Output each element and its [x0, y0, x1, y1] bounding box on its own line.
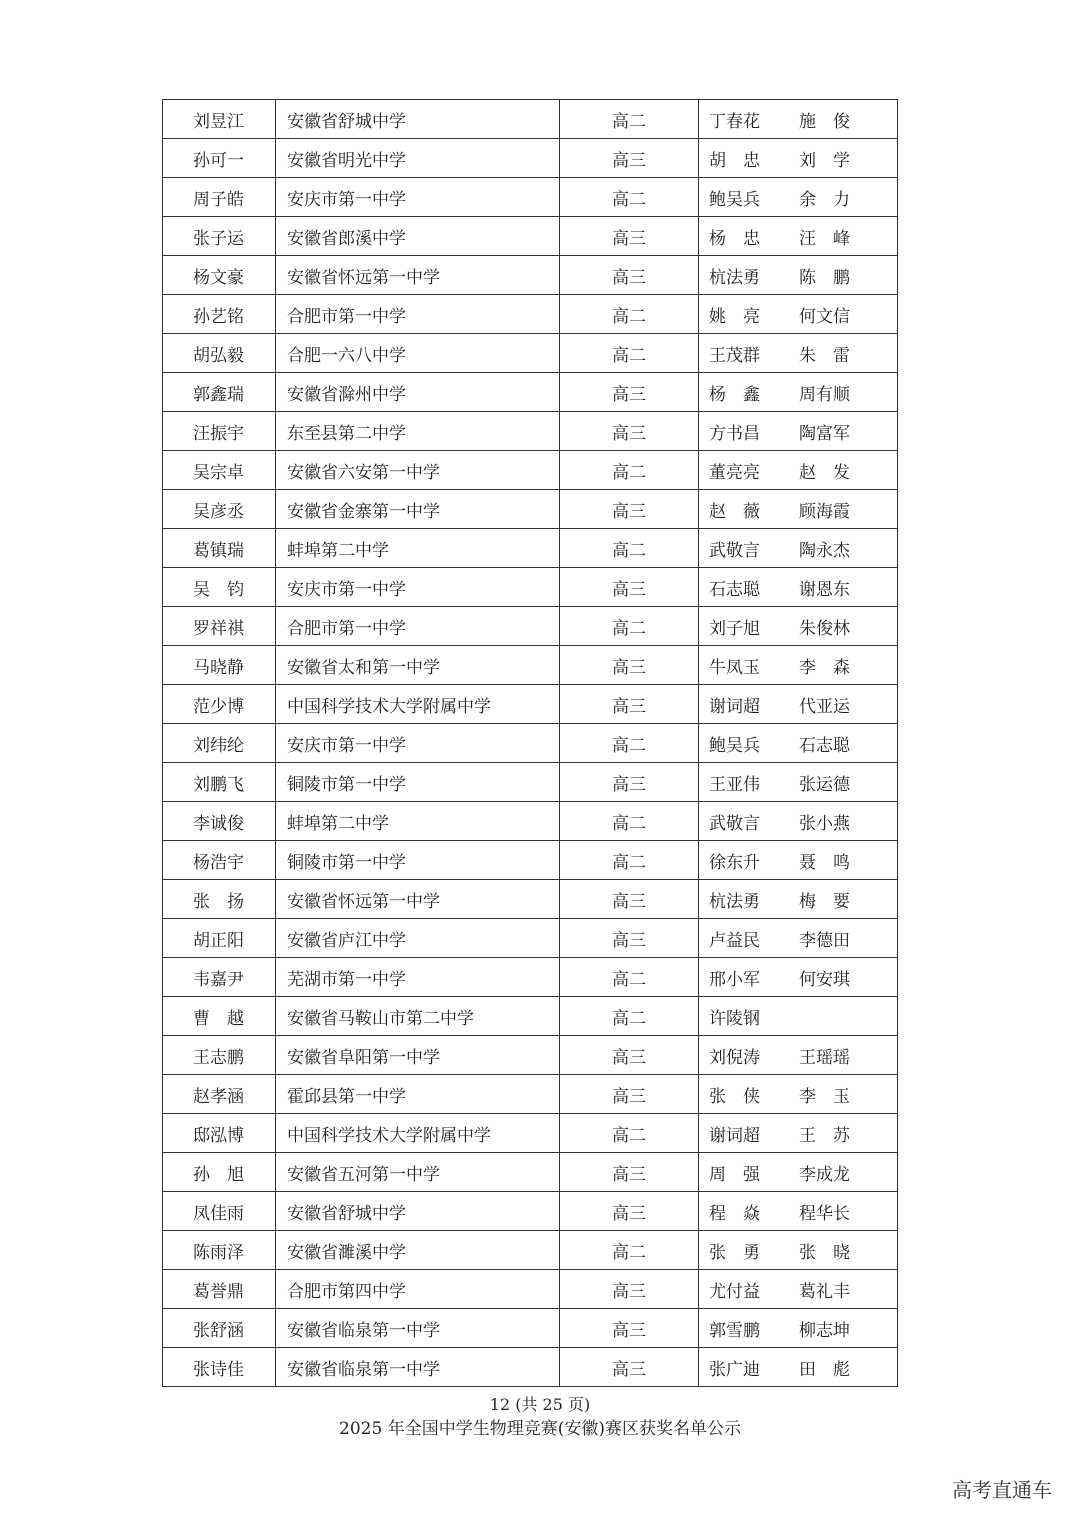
- school-cell: 东至县第二中学: [276, 412, 560, 451]
- teachers-cell: [699, 1270, 898, 1309]
- grade-cell: 高二: [560, 100, 699, 139]
- teacher-name: 胡 忠: [709, 150, 760, 171]
- grade-cell: 高三: [560, 568, 699, 607]
- student-name-cell: 刘鹏飞: [163, 763, 276, 802]
- teachers-cell: [699, 997, 898, 1036]
- teacher-name: 武敬言: [709, 813, 760, 834]
- teacher-name: 方书昌: [709, 423, 760, 444]
- school-cell: 安徽省舒城中学: [276, 100, 560, 139]
- teacher-name: 李成龙: [799, 1164, 850, 1185]
- school-cell: 安徽省怀远第一中学: [276, 256, 560, 295]
- teachers-cell: [699, 1075, 898, 1114]
- school-cell: 安徽省怀远第一中学: [276, 880, 560, 919]
- student-name-cell: 吴宗卓: [163, 451, 276, 490]
- school-cell: 铜陵市第一中学: [276, 841, 560, 880]
- school-cell: 安徽省金寨第一中学: [276, 490, 560, 529]
- teachers-cell: [699, 763, 898, 802]
- teacher-name: 赵 薇: [709, 501, 760, 522]
- school-cell: 中国科学技术大学附属中学: [276, 1114, 560, 1153]
- table-row: [163, 412, 898, 451]
- student-name-cell: 吴彦丞: [163, 490, 276, 529]
- school-cell: 安徽省滁州中学: [276, 373, 560, 412]
- school-cell: 蚌埠第二中学: [276, 529, 560, 568]
- school-cell: 安徽省五河第一中学: [276, 1153, 560, 1192]
- teacher-name: 田 彪: [799, 1359, 850, 1380]
- teachers-cell: [699, 685, 898, 724]
- teacher-name: 柳志坤: [799, 1320, 850, 1341]
- grade-cell: 高三: [560, 139, 699, 178]
- teachers-cell: [699, 958, 898, 997]
- teacher-name: 何文信: [799, 306, 850, 327]
- table-row: [163, 685, 898, 724]
- teachers-cell: [699, 139, 898, 178]
- table-row: [163, 217, 898, 256]
- student-name-cell: 杨浩宇: [163, 841, 276, 880]
- grade-cell: 高二: [560, 178, 699, 217]
- teacher-name: 谢词超: [709, 696, 760, 717]
- student-name-cell: 陈雨泽: [163, 1231, 276, 1270]
- school-cell: 安徽省临泉第一中学: [276, 1309, 560, 1348]
- grade-cell: 高三: [560, 1270, 699, 1309]
- school-cell: 安徽省阜阳第一中学: [276, 1036, 560, 1075]
- teacher-name: 陶富军: [799, 423, 850, 444]
- teacher-name: 赵 发: [799, 462, 850, 483]
- teacher-name: 程 焱: [709, 1203, 760, 1224]
- table-row: [163, 958, 898, 997]
- teacher-name: 鲍吴兵: [709, 735, 760, 756]
- student-name-cell: 张诗佳: [163, 1348, 276, 1387]
- grade-cell: 高二: [560, 295, 699, 334]
- student-name-cell: 凤佳雨: [163, 1192, 276, 1231]
- table-row: [163, 100, 898, 139]
- school-cell: 安徽省明光中学: [276, 139, 560, 178]
- school-cell: 铜陵市第一中学: [276, 763, 560, 802]
- table-row: [163, 997, 898, 1036]
- table-row: [163, 490, 898, 529]
- teachers-cell: [699, 724, 898, 763]
- grade-cell: 高二: [560, 958, 699, 997]
- student-name-cell: 孙可一: [163, 139, 276, 178]
- school-cell: 合肥市第四中学: [276, 1270, 560, 1309]
- teachers-cell: [699, 568, 898, 607]
- grade-cell: 高二: [560, 841, 699, 880]
- table-row: [163, 1075, 898, 1114]
- student-name-cell: 郭鑫瑞: [163, 373, 276, 412]
- grade-cell: 高二: [560, 529, 699, 568]
- student-name-cell: 张舒涵: [163, 1309, 276, 1348]
- teacher-name: 董亮亮: [709, 462, 760, 483]
- teacher-name: 武敬言: [709, 540, 760, 561]
- student-name-cell: 赵孝涵: [163, 1075, 276, 1114]
- table-row: [163, 880, 898, 919]
- grade-cell: 高二: [560, 802, 699, 841]
- teacher-name: 聂 鸣: [799, 852, 850, 873]
- teachers-cell: [699, 256, 898, 295]
- teacher-name: 卢益民: [709, 930, 760, 951]
- teachers-cell: [699, 802, 898, 841]
- teacher-name: 葛礼丰: [799, 1281, 850, 1302]
- teacher-name: 李 森: [799, 657, 850, 678]
- teachers-cell: [699, 1153, 898, 1192]
- table-row: [163, 178, 898, 217]
- teachers-cell: [699, 841, 898, 880]
- teachers-cell: [699, 334, 898, 373]
- teacher-name: 施 俊: [799, 111, 850, 132]
- teacher-name: 李德田: [799, 930, 850, 951]
- grade-cell: 高三: [560, 1348, 699, 1387]
- teachers-cell: [699, 178, 898, 217]
- student-name-cell: 孙 旭: [163, 1153, 276, 1192]
- table-row: [163, 724, 898, 763]
- teacher-name: 何安琪: [799, 969, 850, 990]
- student-name-cell: 葛誉鼎: [163, 1270, 276, 1309]
- grade-cell: 高三: [560, 412, 699, 451]
- school-cell: 安庆市第一中学: [276, 568, 560, 607]
- school-cell: 安徽省庐江中学: [276, 919, 560, 958]
- teacher-name: 周有顺: [799, 384, 850, 405]
- teacher-name: 程华长: [799, 1203, 850, 1224]
- teacher-name: 姚 亮: [709, 306, 760, 327]
- teacher-name: 徐东升: [709, 852, 760, 873]
- table-row: [163, 841, 898, 880]
- teacher-name: 朱 雷: [799, 345, 850, 366]
- student-name-cell: 汪振宇: [163, 412, 276, 451]
- teacher-name: 杨 忠: [709, 228, 760, 249]
- teachers-cell: [699, 646, 898, 685]
- teachers-cell: [699, 607, 898, 646]
- table-row: [163, 295, 898, 334]
- grade-cell: 高二: [560, 997, 699, 1036]
- teacher-name: 杨 鑫: [709, 384, 760, 405]
- table-row: [163, 529, 898, 568]
- table-row: [163, 763, 898, 802]
- teacher-name: 张运德: [799, 774, 850, 795]
- school-cell: 安徽省马鞍山市第二中学: [276, 997, 560, 1036]
- grade-cell: 高二: [560, 451, 699, 490]
- school-cell: 蚌埠第二中学: [276, 802, 560, 841]
- table-row: [163, 1309, 898, 1348]
- teacher-name: 顾海霞: [799, 501, 850, 522]
- school-cell: 霍邱县第一中学: [276, 1075, 560, 1114]
- grade-cell: 高二: [560, 334, 699, 373]
- school-cell: 安庆市第一中学: [276, 724, 560, 763]
- document-title: 2025 年全国中学生物理竞赛(安徽)赛区获奖名单公示: [339, 1419, 741, 1439]
- teacher-name: 张小燕: [799, 813, 850, 834]
- teacher-name: 牛凤玉: [709, 657, 760, 678]
- grade-cell: 高二: [560, 724, 699, 763]
- table-row: [163, 139, 898, 178]
- teacher-name: 邢小军: [709, 969, 760, 990]
- grade-cell: 高三: [560, 1192, 699, 1231]
- teacher-name: 张广迪: [709, 1359, 760, 1380]
- grade-cell: 高三: [560, 217, 699, 256]
- teacher-name: 汪 峰: [799, 228, 850, 249]
- teachers-cell: [699, 217, 898, 256]
- school-cell: 合肥一六八中学: [276, 334, 560, 373]
- teacher-name: 王 苏: [799, 1125, 850, 1146]
- teachers-cell: [699, 1231, 898, 1270]
- table-row: [163, 373, 898, 412]
- student-name-cell: 李诚俊: [163, 802, 276, 841]
- teacher-name: 谢词超: [709, 1125, 760, 1146]
- teacher-name: 代亚运: [799, 696, 850, 717]
- table-row: [163, 1036, 898, 1075]
- table-row: [163, 1114, 898, 1153]
- teacher-name: 许陵钢: [709, 1008, 760, 1029]
- student-name-cell: 葛镇瑞: [163, 529, 276, 568]
- teacher-name: 张 勇: [709, 1242, 760, 1263]
- table-row: [163, 1348, 898, 1387]
- teacher-name: 刘子旭: [709, 618, 760, 639]
- school-cell: 安徽省太和第一中学: [276, 646, 560, 685]
- teacher-name: 石志聪: [799, 735, 850, 756]
- teachers-cell: [699, 100, 898, 139]
- teachers-cell: [699, 529, 898, 568]
- teacher-name: 王瑶瑶: [799, 1047, 850, 1068]
- grade-cell: 高三: [560, 880, 699, 919]
- grade-cell: 高三: [560, 646, 699, 685]
- school-cell: 安徽省舒城中学: [276, 1192, 560, 1231]
- teacher-name: 石志聪: [709, 579, 760, 600]
- table-row: [163, 919, 898, 958]
- page-number: 12 (共 25 页): [489, 1395, 591, 1414]
- school-cell: 安庆市第一中学: [276, 178, 560, 217]
- teacher-name: 尤付益: [709, 1281, 760, 1302]
- teachers-cell: [699, 295, 898, 334]
- student-name-cell: 吴 钧: [163, 568, 276, 607]
- school-cell: 安徽省郎溪中学: [276, 217, 560, 256]
- teachers-cell: [699, 412, 898, 451]
- teacher-name: 丁春花: [709, 111, 760, 132]
- student-name-cell: 周子皓: [163, 178, 276, 217]
- teacher-name: 朱俊林: [799, 618, 850, 639]
- student-name-cell: 王志鹏: [163, 1036, 276, 1075]
- student-name-cell: 范少博: [163, 685, 276, 724]
- student-name-cell: 罗祥祺: [163, 607, 276, 646]
- teacher-name: 鲍吴兵: [709, 189, 760, 210]
- grade-cell: 高二: [560, 1231, 699, 1270]
- teacher-name: 王亚伟: [709, 774, 760, 795]
- table-row: [163, 1270, 898, 1309]
- table-row: [163, 1231, 898, 1270]
- grade-cell: 高三: [560, 490, 699, 529]
- teachers-cell: [699, 1348, 898, 1387]
- teacher-name: 陈 鹏: [799, 267, 850, 288]
- school-cell: 合肥市第一中学: [276, 607, 560, 646]
- table-row: [163, 607, 898, 646]
- teacher-name: 郭雪鹏: [709, 1320, 760, 1341]
- award-list-table: [162, 99, 898, 1387]
- grade-cell: 高三: [560, 1309, 699, 1348]
- table-row: [163, 256, 898, 295]
- teachers-cell: [699, 1192, 898, 1231]
- teacher-name: 李 玉: [799, 1086, 850, 1107]
- school-cell: 安徽省六安第一中学: [276, 451, 560, 490]
- grade-cell: 高二: [560, 1114, 699, 1153]
- watermark-text: 高考直通车: [952, 1478, 1052, 1502]
- teachers-cell: [699, 373, 898, 412]
- teacher-name: 余 力: [799, 189, 850, 210]
- student-name-cell: 张子运: [163, 217, 276, 256]
- teacher-name: 刘 学: [799, 150, 850, 171]
- teacher-name: 王茂群: [709, 345, 760, 366]
- student-name-cell: 杨文豪: [163, 256, 276, 295]
- table-row: [163, 802, 898, 841]
- school-cell: 安徽省濉溪中学: [276, 1231, 560, 1270]
- teacher-name: 梅 要: [799, 891, 850, 912]
- teachers-cell: [699, 1309, 898, 1348]
- grade-cell: 高三: [560, 373, 699, 412]
- teacher-name: 刘倪涛: [709, 1047, 760, 1068]
- grade-cell: 高二: [560, 607, 699, 646]
- student-name-cell: 张 扬: [163, 880, 276, 919]
- teacher-name: 杭法勇: [709, 267, 760, 288]
- table-row: [163, 1192, 898, 1231]
- teachers-cell: [699, 919, 898, 958]
- grade-cell: 高三: [560, 1153, 699, 1192]
- teachers-cell: [699, 451, 898, 490]
- student-name-cell: 刘昱江: [163, 100, 276, 139]
- student-name-cell: 刘纬纶: [163, 724, 276, 763]
- grade-cell: 高三: [560, 763, 699, 802]
- teachers-cell: [699, 880, 898, 919]
- student-name-cell: 胡弘毅: [163, 334, 276, 373]
- student-name-cell: 邸泓博: [163, 1114, 276, 1153]
- table-row: [163, 568, 898, 607]
- student-name-cell: 孙艺铭: [163, 295, 276, 334]
- table-row: [163, 646, 898, 685]
- grade-cell: 高三: [560, 919, 699, 958]
- teachers-cell: [699, 1036, 898, 1075]
- teacher-name: 张 晓: [799, 1242, 850, 1263]
- teacher-name: 张 侠: [709, 1086, 760, 1107]
- teachers-cell: [699, 490, 898, 529]
- student-name-cell: 曹 越: [163, 997, 276, 1036]
- teacher-name: 陶永杰: [799, 540, 850, 561]
- grade-cell: 高三: [560, 1036, 699, 1075]
- table-row: [163, 1153, 898, 1192]
- teacher-name: 谢恩东: [799, 579, 850, 600]
- student-name-cell: 韦嘉尹: [163, 958, 276, 997]
- grade-cell: 高三: [560, 685, 699, 724]
- school-cell: 安徽省临泉第一中学: [276, 1348, 560, 1387]
- grade-cell: 高三: [560, 1075, 699, 1114]
- student-name-cell: 胡正阳: [163, 919, 276, 958]
- grade-cell: 高三: [560, 256, 699, 295]
- teacher-name: 杭法勇: [709, 891, 760, 912]
- table-row: [163, 451, 898, 490]
- school-cell: 芜湖市第一中学: [276, 958, 560, 997]
- teachers-cell: [699, 1114, 898, 1153]
- table-row: [163, 334, 898, 373]
- teacher-name: 周 强: [709, 1164, 760, 1185]
- school-cell: 合肥市第一中学: [276, 295, 560, 334]
- school-cell: 中国科学技术大学附属中学: [276, 685, 560, 724]
- student-name-cell: 马晓静: [163, 646, 276, 685]
